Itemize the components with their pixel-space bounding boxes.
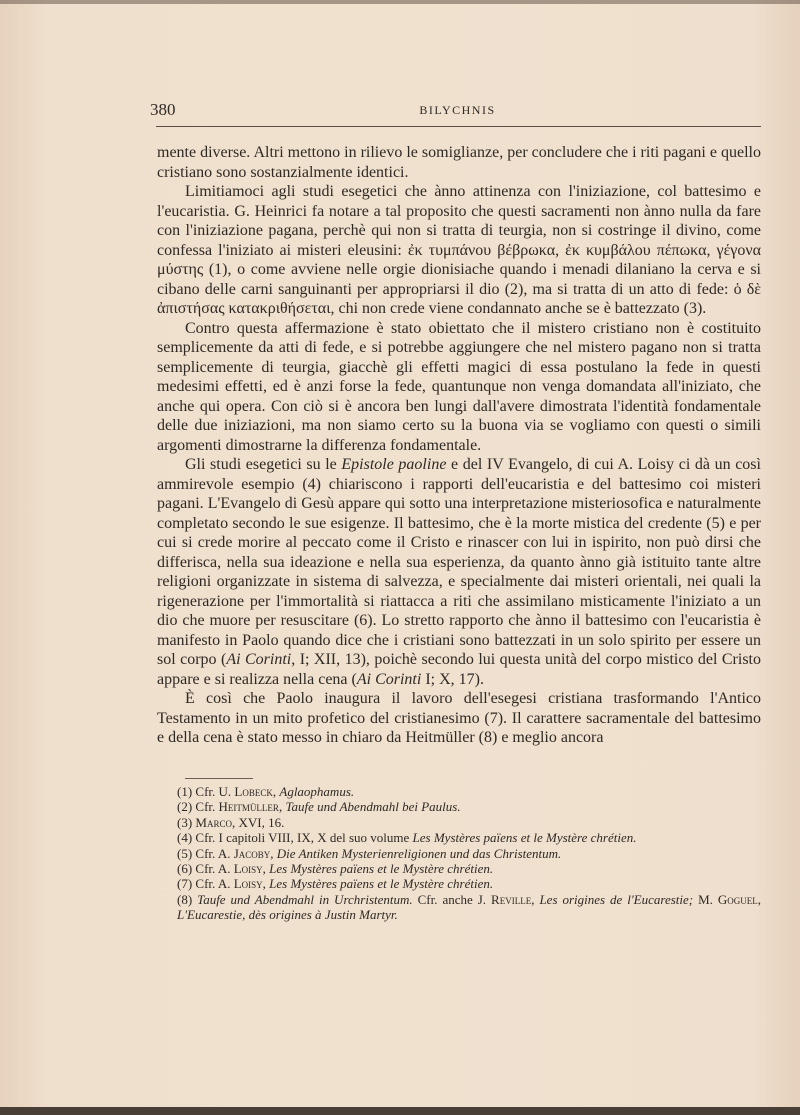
footnote: (1) Cfr. U. Lobeck, Aglaophamus.	[177, 784, 355, 799]
text-run: , I; XII, 13), poichè secondo lui questa unità del corpo mistico del Cristo appare e si realizza nella cena (	[157, 651, 762, 688]
paragraph: mente diverse. Altri mettono in rilievo le somiglianze, per concludere che i riti pagani e quello cristiano sono sostanzialmente identici.	[157, 144, 761, 181]
page-number: 380	[150, 100, 176, 119]
running-title: BILYCHNIS	[419, 103, 496, 117]
footnote-rule	[185, 778, 253, 779]
footnote: (3) Marco, XVI, 16.	[177, 814, 285, 830]
footnote: (7) Cfr. A. Loisy, Les Mystères païens et le Mystère chrétien.	[177, 876, 494, 892]
italic-title: Ai Corinti	[226, 651, 292, 668]
text-run: Gli studi esegetici su le	[185, 456, 342, 473]
footnote: (8) Taufe und Abendmahl in Urchristentum. Cfr. anche J. Reville, Les origines de l'Eucarestie; M. Goguel, L'Eucarestie, dès origines à Justin Martyr.	[177, 891, 762, 923]
text-run: I; X, 17).	[421, 670, 484, 688]
italic-title: Ai Corinti	[356, 670, 422, 688]
footnote: (4) Cfr. I capitoli VIII, IX, X del suo volume Les Mystères païens et le Mystère chrétien.	[177, 830, 637, 846]
paragraph: Contro questa affermazione è stato obiettato che il mistero cristiano non è costituito semplicemente da atti di fede, e si potrebbe aggiungere che nel mistero pagano non si tratta semplicemente di teurgia, giacchè gli effetti magici di essa postulano la fede in questi medesimi effetti, ed è anzi forse la fede, quantunque non venga domandata all'iniziato, che anche qui opera. Con ciò si è ancora ben lungi dall'avere dimostrata l'identità fondamentale delle due iniziazioni, ma non siamo certo su la buona via se vogliamo con questi o simili argomenti dimostrarne la differenza fondamentale.	[157, 319, 761, 454]
top-edge	[0, 0, 800, 4]
italic-title: Epistole paoline	[341, 456, 447, 473]
paragraph: Limitiamoci agli studi esegetici che ànno attinenza con l'iniziazione, col battesimo e l'eucaristia. G. Heinrici fa notare a tal proposito che questi sacramenti non ànno nulla da fare con l'iniziazione pagana, perchè qui non si tratta di teurgia, non si costringe il divino, come confessa l'iniziato ai misteri eleusini: ἐκ τυμπάνου βέβρωκα, ἐκ κυμβάλου πέπωκα, γέγονα μύστης (1), o come avviene nelle orgie dionisiache quando i menadi dilaniano la cerva e si cibano delle carni sanguinanti per appropriarsi il dio (2), ma si tratta di un atto di fede: ὁ δὲ ἀπιστήσας κατακριθήσεται, chi non crede viene condannato anche se è battezzato (3).	[157, 183, 761, 317]
header-rule	[156, 126, 761, 127]
bottom-edge	[0, 1107, 800, 1115]
footnotes	[157, 784, 761, 923]
paragraph: È così che Paolo inaugura il lavoro dell'esegesi cristiana trasformando l'Antico Testamento in un mito profetico del cristianesimo (7). Il carattere sacramentale del battesimo e della cena è stato messo in chiaro da Heitmüller (8) e meglio ancora	[157, 690, 761, 746]
footnote: (5) Cfr. A. Jacoby, Die Antiken Mysterienreligionen und das Christentum.	[177, 845, 562, 861]
footnote: (6) Cfr. A. Loisy, Les Mystères païens et le Mystère chrétien.	[177, 861, 494, 877]
footnote: (2) Cfr. Heitmüller, Taufe und Abendmahl bei Paulus.	[177, 799, 461, 815]
text-run: e del IV Evangelo, di cui A. Loisy ci dà un così ammirevole esempio (4) chiariscono i rapporti dell'eucaristia e del battesimo coi misteri pagani. L'Evangelo di Gesù appare qui sotto una interpretazione misteriosofica e naturalmente completato secondo le sue esigenze. Il battesimo, che è la morte mistica del credente (5) e per cui si crede morire al peccato come il Cristo e rinascer con lui in ispirito, non può dirsi che differisca, nella sua ideazione e nella sua esperienza, da quanto ànno già istituito tante altre religioni organizzate in sistema di salvezza, e specialmente dai misteri orientali, nei quali la rigenerazione per l'immortalità si riattacca a riti che assimilano misticamente l'iniziato a un dio che muore per resuscitare (6). Lo stretto rapporto che ànno il battesimo con l'eucaristia è manifesto in Paolo quando dice che i cristiani sono battezzati in un solo spirito per essere un sol corpo (	[157, 456, 761, 668]
paragraph	[157, 455, 761, 689]
body-text	[157, 143, 761, 748]
page-header	[150, 100, 765, 120]
